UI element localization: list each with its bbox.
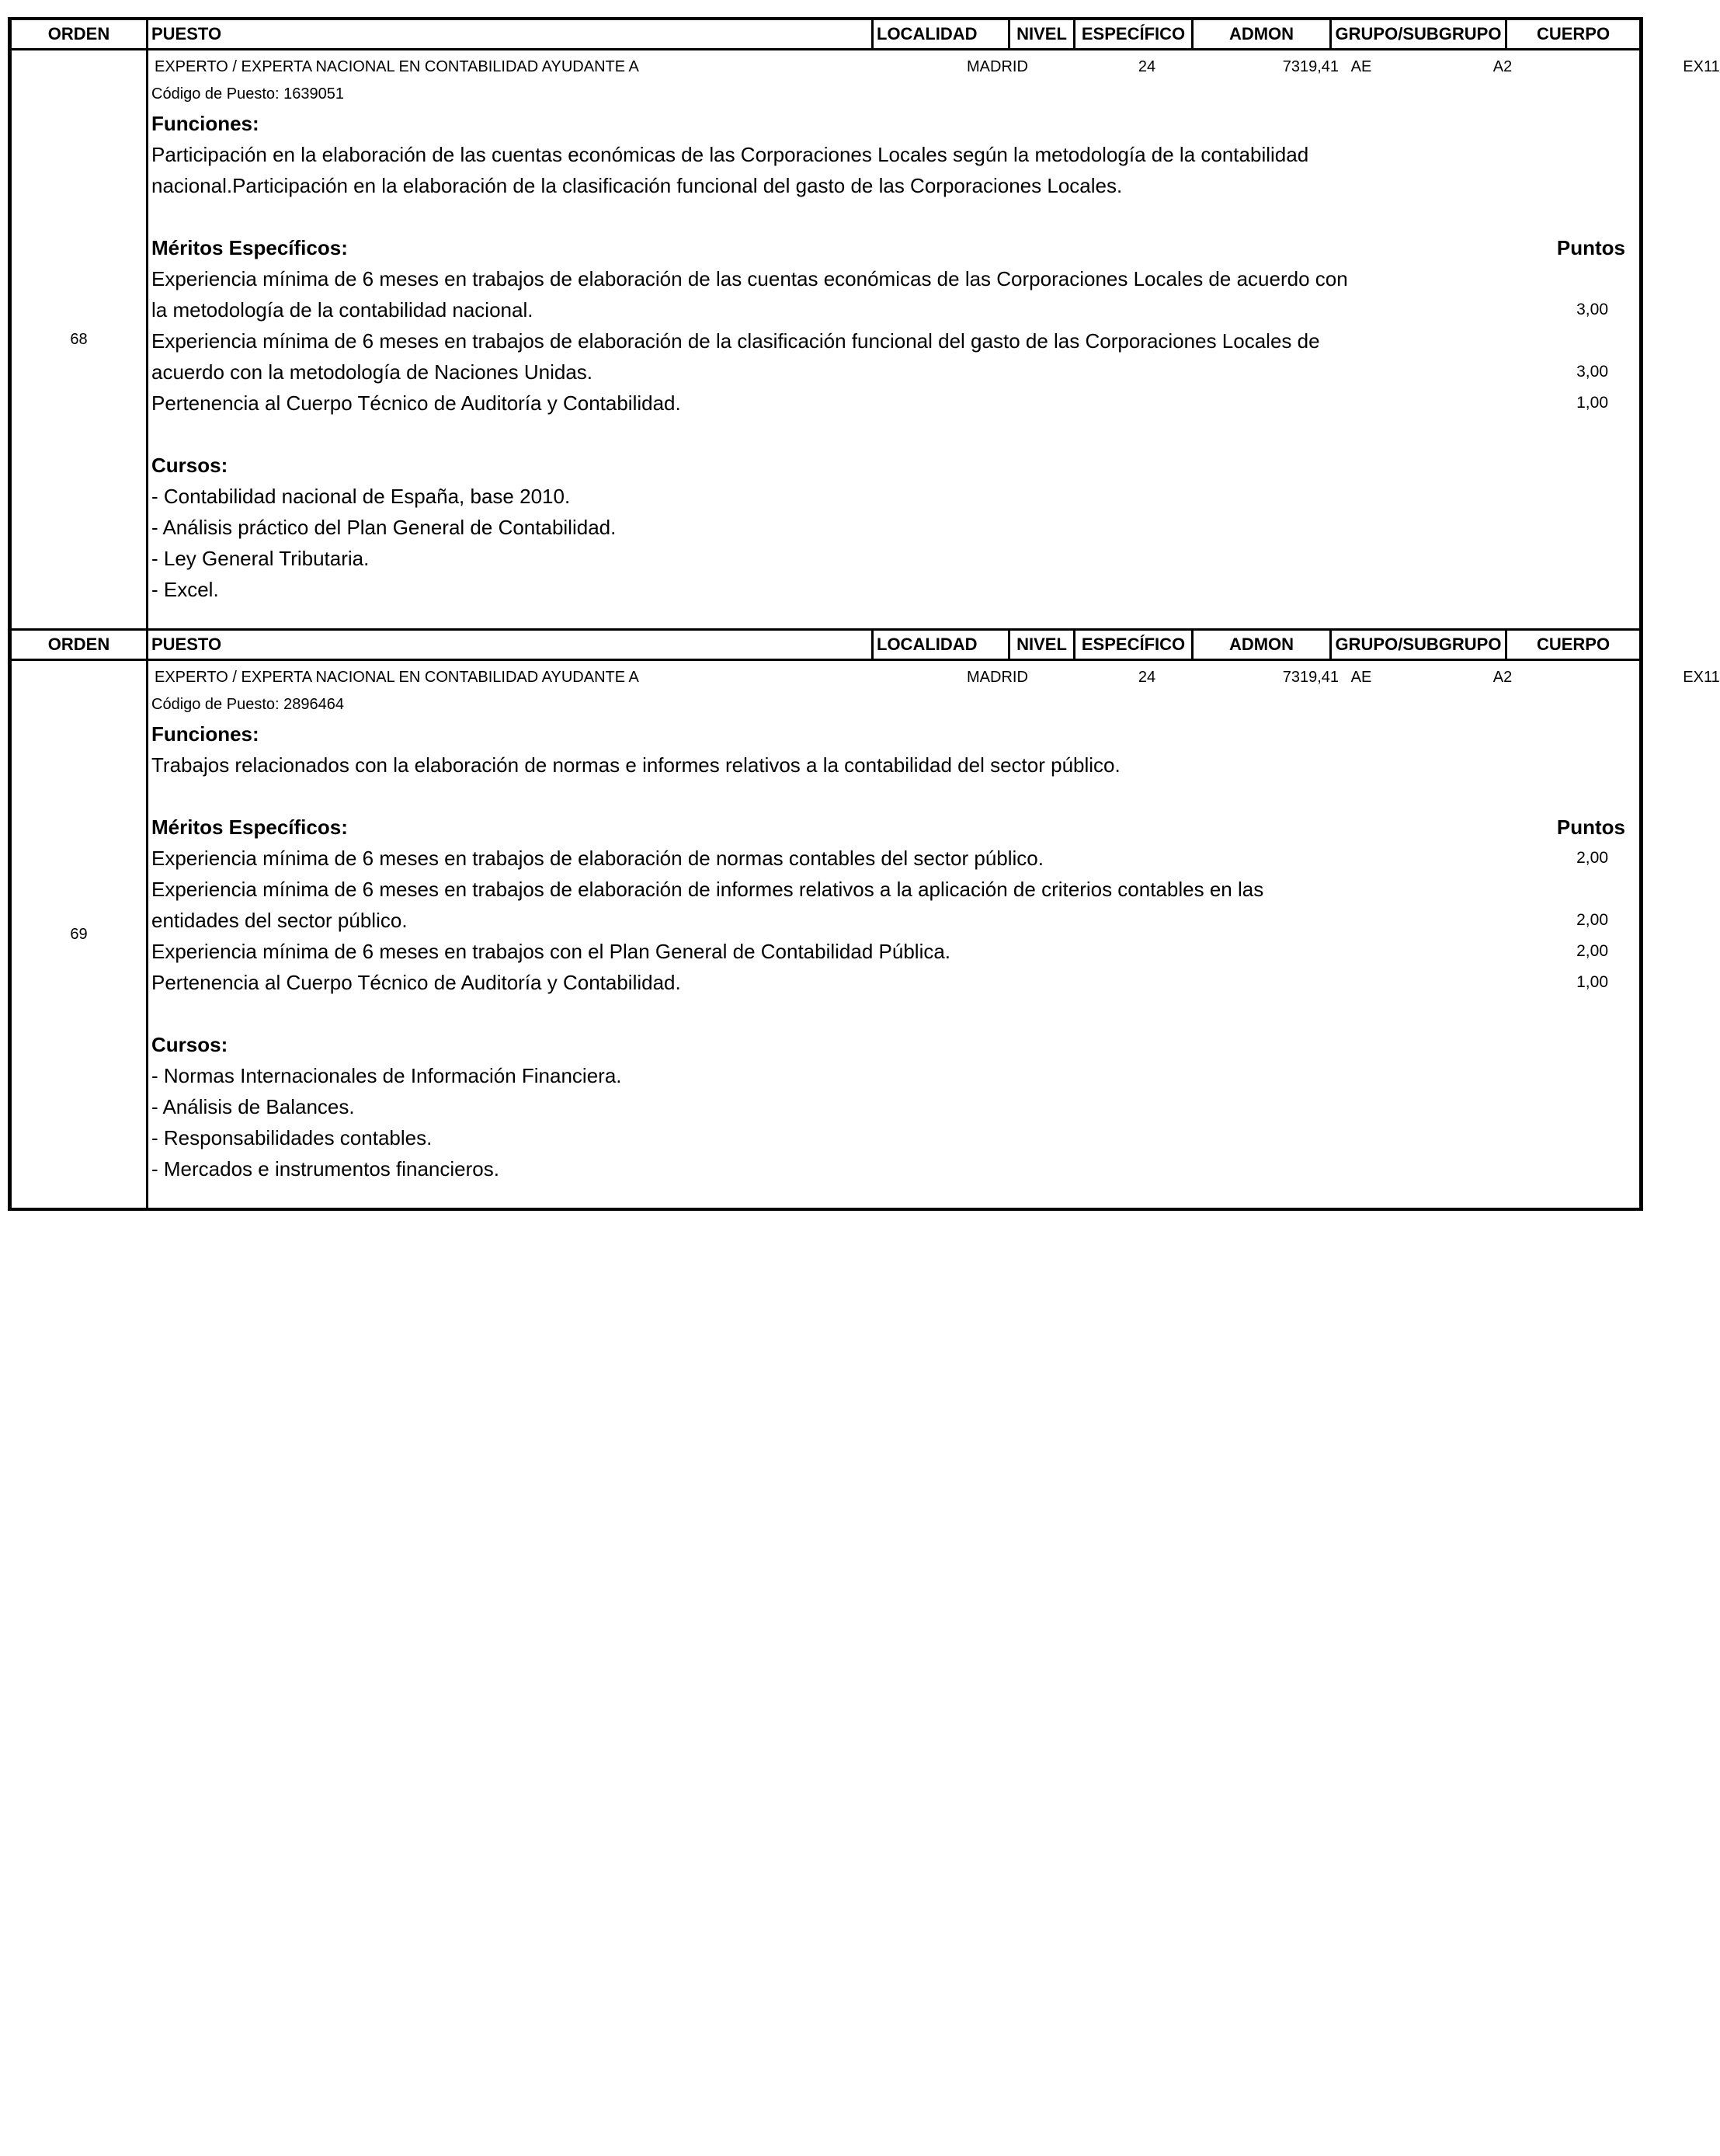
merito-item (151, 967, 1639, 998)
position-summary-row (151, 57, 1720, 80)
spacer (151, 201, 1639, 232)
meritos-heading: Méritos Específicos: (151, 236, 348, 259)
curso-item: - Excel. (151, 578, 219, 601)
position-nivel: 24 (1138, 58, 1156, 75)
header-grupo: GRUPO/SUBGRUPO (1332, 20, 1507, 48)
header-puesto: PUESTO (148, 631, 874, 659)
header-nivel: NIVEL (1010, 20, 1075, 48)
position-block (8, 17, 1720, 628)
header-localidad: LOCALIDAD (874, 20, 1010, 48)
funciones-line: Participación en la elaboración de las cuentas económicas de las Corporaciones Locales según la metodología de la contabilidad (151, 143, 1309, 166)
merito-puntos: 2,00 (1576, 911, 1608, 929)
position-cuerpo: EX11 (1683, 669, 1720, 686)
header-admon: ADMON (1194, 631, 1332, 659)
table-header-row (12, 20, 1639, 50)
header-cuerpo: CUERPO (1536, 635, 1611, 654)
spacer (151, 998, 1639, 1029)
merito-line: entidades del sector público. (151, 909, 408, 932)
table-header-row (12, 631, 1639, 661)
funciones-heading: Funciones: (151, 722, 259, 746)
position-grupo: A2 (1492, 669, 1513, 686)
position-summary-row (151, 667, 1720, 690)
position-details (148, 50, 1720, 628)
merito-item (151, 325, 1639, 388)
meritos-header (151, 812, 1639, 843)
merito-line: Experiencia mínima de 6 meses en trabajos de elaboración de informes relativos a la aplicación de criterios contables en las (151, 878, 1264, 901)
position-localidad: MADRID (967, 58, 1028, 75)
curso-item: - Normas Internacionales de Información Financiera. (151, 1064, 622, 1087)
funciones-line: Trabajos relacionados con la elaboración de normas e informes relativos a la contabilidad del sector público. (151, 753, 1121, 777)
header-orden: ORDEN (12, 20, 148, 48)
curso-item: - Contabilidad nacional de España, base 2010. (151, 485, 571, 508)
spacer (151, 419, 1639, 450)
positions-table (8, 17, 1720, 1211)
merito-line: Experiencia mínima de 6 meses en trabajos con el Plan General de Contabilidad Pública. (151, 940, 951, 963)
position-admon: AE (1350, 58, 1372, 75)
position-details (148, 661, 1720, 1208)
funciones-line: nacional.Participación en la elaboración de la clasificación funcional del gasto de las Corporaciones Locales. (151, 174, 1123, 197)
merito-item (151, 263, 1639, 325)
position-orden: 68 (12, 50, 148, 628)
position-code: Código de Puesto: 1639051 (151, 85, 344, 103)
funciones-heading: Funciones: (151, 112, 259, 135)
merito-item (151, 843, 1639, 874)
merito-puntos: 2,00 (1576, 849, 1608, 867)
position-orden: 69 (12, 661, 148, 1208)
meritos-header (151, 232, 1639, 263)
merito-line: acuerdo con la metodología de Naciones Unidas. (151, 360, 593, 384)
merito-item (151, 874, 1639, 936)
position-row (12, 50, 1720, 628)
merito-puntos: 1,00 (1576, 394, 1608, 412)
header-admon: ADMON (1194, 20, 1332, 48)
merito-line: Experiencia mínima de 6 meses en trabajos de elaboración de las cuentas económicas de las Corporaciones Locales de acuerdo con (151, 267, 1348, 290)
merito-line: la metodología de la contabilidad nacional. (151, 298, 533, 322)
header-especifico: ESPECÍFICO (1075, 631, 1194, 659)
header-especifico: ESPECÍFICO (1075, 20, 1194, 48)
position-title: EXPERTO / EXPERTA NACIONAL EN CONTABILIDAD AYUDANTE A (155, 58, 639, 75)
position-code: Código de Puesto: 2896464 (151, 696, 344, 713)
header-puesto: PUESTO (148, 20, 874, 48)
position-grupo: A2 (1492, 58, 1513, 75)
puntos-heading: Puntos (1556, 815, 1625, 839)
merito-line: Pertenencia al Cuerpo Técnico de Auditoría y Contabilidad. (151, 391, 681, 415)
position-title: EXPERTO / EXPERTA NACIONAL EN CONTABILIDAD AYUDANTE A (155, 669, 639, 686)
cursos-heading: Cursos: (151, 1033, 228, 1056)
position-especifico: 7319,41 (1282, 58, 1339, 75)
position-localidad: MADRID (967, 669, 1028, 686)
merito-puntos: 1,00 (1576, 973, 1608, 991)
curso-item: - Responsabilidades contables. (151, 1126, 433, 1149)
meritos-heading: Méritos Específicos: (151, 815, 348, 839)
header-grupo: GRUPO/SUBGRUPO (1332, 631, 1507, 659)
merito-item (151, 388, 1639, 419)
merito-puntos: 3,00 (1576, 363, 1608, 381)
merito-line: Experiencia mínima de 6 meses en trabajos de elaboración de la clasificación funcional del gasto de las Corporaciones Locales de (151, 329, 1320, 353)
curso-item: - Ley General Tributaria. (151, 547, 370, 570)
header-orden: ORDEN (12, 631, 148, 659)
position-block (8, 628, 1720, 1211)
merito-puntos: 3,00 (1576, 301, 1608, 318)
position-especifico: 7319,41 (1282, 669, 1339, 686)
curso-item: - Mercados e instrumentos financieros. (151, 1157, 499, 1181)
spacer (151, 781, 1639, 812)
merito-line: Experiencia mínima de 6 meses en trabajos de elaboración de normas contables del sector público. (151, 847, 1044, 870)
header-localidad: LOCALIDAD (874, 631, 1010, 659)
merito-item (151, 936, 1639, 967)
position-admon: AE (1350, 669, 1372, 686)
puntos-heading: Puntos (1556, 236, 1625, 259)
merito-line: Pertenencia al Cuerpo Técnico de Auditoría y Contabilidad. (151, 971, 681, 994)
curso-item: - Análisis de Balances. (151, 1095, 355, 1118)
header-cuerpo: CUERPO (1536, 24, 1611, 43)
merito-puntos: 2,00 (1576, 942, 1608, 960)
position-nivel: 24 (1138, 669, 1156, 686)
position-row (12, 661, 1720, 1208)
curso-item: - Análisis práctico del Plan General de Contabilidad. (151, 516, 617, 539)
header-nivel: NIVEL (1010, 631, 1075, 659)
cursos-heading: Cursos: (151, 454, 228, 477)
position-cuerpo: EX11 (1683, 58, 1720, 75)
